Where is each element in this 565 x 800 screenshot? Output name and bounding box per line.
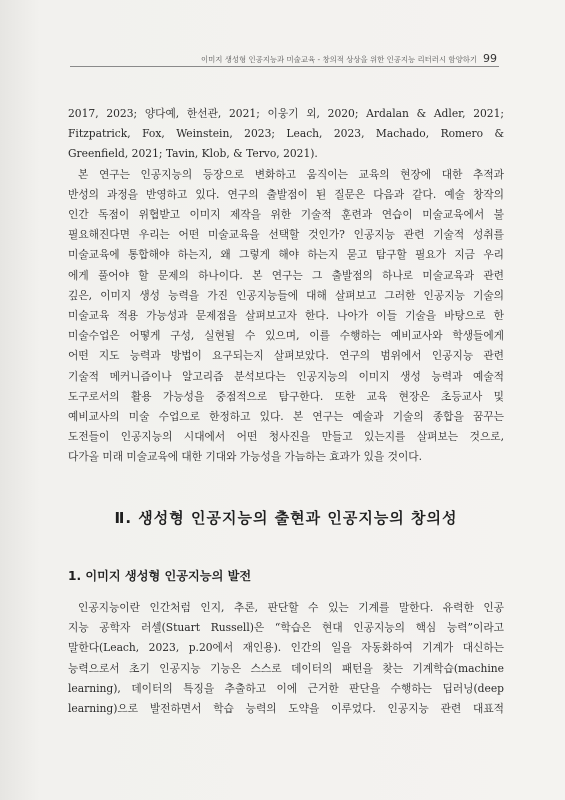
paragraph-research-purpose	[68, 165, 504, 468]
text-line: 도구로서의 활용 가능성을 중점적으로 탐구한다. 또한 교육 현장은 초등교사 및	[68, 389, 504, 403]
text-line: 에게 풀어야 할 문제의 하나이다. 본 연구는 그 출발점의 하나로 미술교육과 관련	[68, 268, 504, 282]
subsection-heading: 1. 이미지 생성형 인공지능의 발전	[68, 569, 252, 583]
text-line: 미술수업은 어떻게 구성, 실현될 수 있으며, 이를 수행하는 예비교사와 학생들에게	[68, 329, 504, 343]
text-line: 미술교육에 통합해야 하는지, 왜 그렇게 해야 하는지 묻고 탐구할 필요가 지금 우리	[68, 248, 504, 262]
body-text-bottom	[68, 598, 504, 719]
text-line: 2017, 2023; 양다예, 한선관, 2021; 이웅기 외, 2020; Ardalan & Adler, 2021;	[68, 107, 504, 120]
body-text-top	[68, 104, 504, 468]
text-line: 반성의 과정을 반영하고 있다. 연구의 출발점이 된 질문은 다음과 같다. 예술 창작의	[68, 187, 504, 201]
text-line: learning)으로 발전하면서 학습 능력의 도약을 이루었다. 인공지능 관련 대표적	[68, 702, 504, 716]
text-line: 도전들이 인공지능의 시대에서 어떤 청사진을 만들고 있는지를 살펴보는 것으로,	[68, 430, 504, 444]
text-line: 미술교육 적용 가능성과 문제점을 살펴보고자 한다. 나아가 이들 기술을 바탕으로 한	[68, 309, 504, 323]
text-line: 말한다(Leach, 2023, p.20에서 재인용). 인간의 일을 자동화하여 기계가 대신하는	[68, 641, 504, 655]
text-line: 인공지능이란 인간처럼 인지, 추론, 판단할 수 있는 기계를 말한다. 유력한 인공	[78, 601, 504, 614]
text-line: Fitzpatrick, Fox, Weinstein, 2023; Leach, 2023, Machado, Romero &	[68, 127, 504, 141]
header-rule	[70, 66, 499, 67]
text-line: 예비교사의 미술 수업으로 한정하고 있다. 본 연구는 예술과 기술의 종합을 꿈꾸는	[68, 410, 504, 424]
running-header	[200, 52, 497, 65]
text-line: 능력으로서 초기 인공지능 기능은 스스로 데이터의 패턴을 찾는 기계학습(machine	[68, 661, 504, 675]
text-line: 본 연구는 인공지능의 등장으로 변화하고 움직이는 교육의 현장에 대한 추적과	[78, 167, 504, 181]
text-line: 깊은, 이미지 생성 능력을 가진 인공지능들에 대해 살펴보고 그러한 인공지능 기술의	[68, 288, 504, 302]
text-line: 다가올 미래 미술교육에 대한 기대와 가능성을 가늠하는 효과가 있을 것이다.	[68, 450, 423, 464]
text-line: 필요해진다면 우리는 어떤 미술교육을 선택할 것인가? 인공지능 관련 기술적 성취를	[68, 228, 504, 242]
text-line: 인간 독점이 위협받고 이미지 제작을 위한 기술적 훈련과 연습이 미술교육에서 불	[68, 208, 504, 222]
page-number: 99	[483, 52, 497, 65]
text-line: Greenfield, 2021; Tavin, Klob, & Tervo, 2021).	[68, 147, 318, 161]
text-line: 지능 공학자 러셀(Stuart Russell)은 “학습은 현대 인공지능의 핵심 능력”이라고	[68, 621, 504, 635]
text-line: 어떤 지도 능력과 방법이 요구되는지 살펴보았다. 연구의 범위에서 인공지능 관련	[68, 349, 504, 363]
text-line: 기술적 메커니즘이나 알고리즘 분석보다는 인공지능의 이미지 생성 능력과 예술적	[68, 369, 504, 383]
running-title: 이미지 생성형 인공지능과 미술교육 - 창의적 상상을 위한 인공지능 리터러시 함양하기	[200, 55, 477, 64]
text-line: learning), 데이터의 특징을 추출하고 이에 근거한 판단을 수행하는 딥러닝(deep	[68, 681, 504, 695]
paragraph-ai-development	[68, 598, 504, 719]
paragraph-citations	[68, 104, 504, 165]
section-heading: Ⅱ. 생성형 인공지능의 출현과 인공지능의 창의성	[114, 509, 458, 527]
